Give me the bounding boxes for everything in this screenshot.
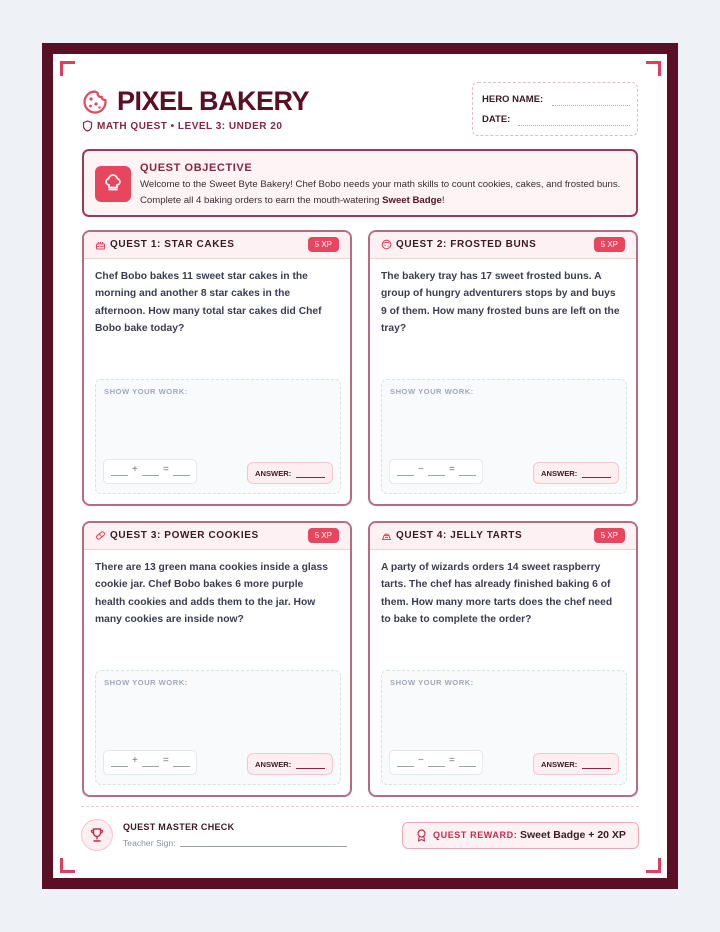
- equals-symbol: =: [449, 464, 455, 475]
- quest-card-header: [84, 523, 350, 550]
- hero-name-label: HERO NAME:: [482, 94, 544, 105]
- equation-box: [103, 750, 197, 775]
- show-your-work-area[interactable]: [95, 379, 341, 494]
- word-problem-text: A party of wizards orders 14 sweet raspberry tarts. The chef has already finished baking 6 of them. How many more tarts does the chef need to bake to complete the order?: [381, 562, 613, 626]
- page-title: PIXEL BAKERY: [117, 86, 310, 116]
- equation-blank[interactable]: [428, 766, 445, 767]
- quest-title: QUEST 2: FROSTED BUNS: [396, 239, 537, 250]
- medal-icon: [416, 829, 427, 842]
- word-problem-text: The bakery tray has 17 sweet frosted buns. A group of hungry adventurers stops by and buys 9 of them. How many frosted buns are left on the tray?: [381, 271, 620, 335]
- equation-blank[interactable]: [397, 475, 414, 476]
- date-label: DATE:: [482, 114, 511, 125]
- quest-card-header: [370, 523, 636, 550]
- operator-symbol: +: [132, 464, 138, 475]
- corner-mark: [60, 858, 75, 873]
- quest-master-check-title: QUEST MASTER CHECK: [123, 822, 235, 832]
- corner-mark: [60, 61, 75, 76]
- xp-badge: 5 XP: [308, 237, 339, 252]
- hero-name-field[interactable]: [552, 105, 630, 106]
- shield-icon: [82, 120, 93, 132]
- equation-blank[interactable]: [459, 475, 476, 476]
- tart-icon: [381, 530, 392, 541]
- date-field[interactable]: [518, 125, 630, 126]
- corner-mark: [646, 858, 661, 873]
- quest-title: QUEST 1: STAR CAKES: [110, 239, 235, 250]
- xp-badge: 5 XP: [308, 528, 339, 543]
- teacher-sign-field[interactable]: [180, 846, 347, 847]
- bun-icon: [381, 239, 392, 250]
- reward-label: QUEST REWARD:: [433, 830, 518, 840]
- xp-badge: 5 XP: [594, 528, 625, 543]
- answer-label: ANSWER:: [541, 469, 578, 478]
- show-your-work-area[interactable]: [95, 670, 341, 785]
- equation-blank[interactable]: [111, 475, 128, 476]
- operator-symbol: +: [132, 755, 138, 766]
- equals-symbol: =: [449, 755, 455, 766]
- cookie-icon: [95, 530, 106, 541]
- answer-box: [247, 462, 333, 484]
- equation-blank[interactable]: [142, 475, 159, 476]
- footer-divider: [81, 806, 639, 807]
- teacher-sign-label: Teacher Sign:: [123, 838, 176, 848]
- sweet-badge-text: Sweet Badge: [382, 195, 442, 206]
- chef-hat-icon: [95, 166, 131, 202]
- reward-value: Sweet Badge + 20 XP: [520, 828, 626, 841]
- objective-title: QUEST OBJECTIVE: [140, 162, 253, 174]
- corner-mark: [646, 61, 661, 76]
- equation-blank[interactable]: [428, 475, 445, 476]
- quest-reward-box: [402, 822, 639, 849]
- cookie-icon: [82, 89, 108, 115]
- answer-field[interactable]: [582, 477, 611, 478]
- answer-box: [247, 753, 333, 775]
- quest-card-1: [82, 230, 352, 506]
- quest-card-2: [368, 230, 638, 506]
- quest-card-3: [82, 521, 352, 797]
- quest-card-4: [368, 521, 638, 797]
- operator-symbol: −: [418, 755, 424, 766]
- show-your-work-area[interactable]: [381, 379, 627, 494]
- answer-field[interactable]: [296, 477, 325, 478]
- answer-label: ANSWER:: [255, 760, 292, 769]
- equals-symbol: =: [163, 464, 169, 475]
- word-problem-text: Chef Bobo bakes 11 sweet star cakes in the morning and another 8 star cakes in the afternoon. How many total star cakes did Chef Bobo bake today?: [95, 271, 322, 335]
- title-row: [82, 86, 309, 117]
- equals-symbol: =: [163, 755, 169, 766]
- show-your-work-area[interactable]: [381, 670, 627, 785]
- equation-blank[interactable]: [111, 766, 128, 767]
- show-your-work-label: SHOW YOUR WORK:: [390, 387, 474, 396]
- hero-info-box: [472, 82, 638, 136]
- equation-blank[interactable]: [173, 475, 190, 476]
- quest-objective-panel: [82, 149, 638, 217]
- answer-field[interactable]: [296, 768, 325, 769]
- quest-title: QUEST 3: POWER COOKIES: [110, 530, 259, 541]
- equation-box: [103, 459, 197, 484]
- quest-card-header: [84, 232, 350, 259]
- equation-blank[interactable]: [459, 766, 476, 767]
- equation-blank[interactable]: [173, 766, 190, 767]
- page-subtitle: MATH QUEST • LEVEL 3: UNDER 20: [97, 120, 283, 132]
- quest-title: QUEST 4: JELLY TARTS: [396, 530, 523, 541]
- answer-label: ANSWER:: [541, 760, 578, 769]
- xp-badge: 5 XP: [594, 237, 625, 252]
- equation-box: [389, 750, 483, 775]
- show-your-work-label: SHOW YOUR WORK:: [104, 678, 188, 687]
- equation-box: [389, 459, 483, 484]
- show-your-work-label: SHOW YOUR WORK:: [104, 387, 188, 396]
- show-your-work-label: SHOW YOUR WORK:: [390, 678, 474, 687]
- operator-symbol: −: [418, 464, 424, 475]
- answer-field[interactable]: [582, 768, 611, 769]
- quest-card-header: [370, 232, 636, 259]
- word-problem-text: There are 13 green mana cookies inside a glass cookie jar. Chef Bobo bakes 6 more purple health cookies and adds them to the jar. How many cookies are inside now?: [95, 562, 328, 626]
- objective-text: Welcome to the Sweet Byte Bakery! Chef Bobo needs your math skills to count cookies, cakes, and frosted buns. Complete all 4 baking orders to earn the mouth-watering Sweet Badge!: [140, 179, 621, 206]
- equation-blank[interactable]: [142, 766, 159, 767]
- trophy-icon: [81, 819, 113, 851]
- equation-blank[interactable]: [397, 766, 414, 767]
- answer-label: ANSWER:: [255, 469, 292, 478]
- subtitle-row: [82, 120, 282, 132]
- answer-box: [533, 753, 619, 775]
- cake-icon: [95, 239, 106, 250]
- answer-box: [533, 462, 619, 484]
